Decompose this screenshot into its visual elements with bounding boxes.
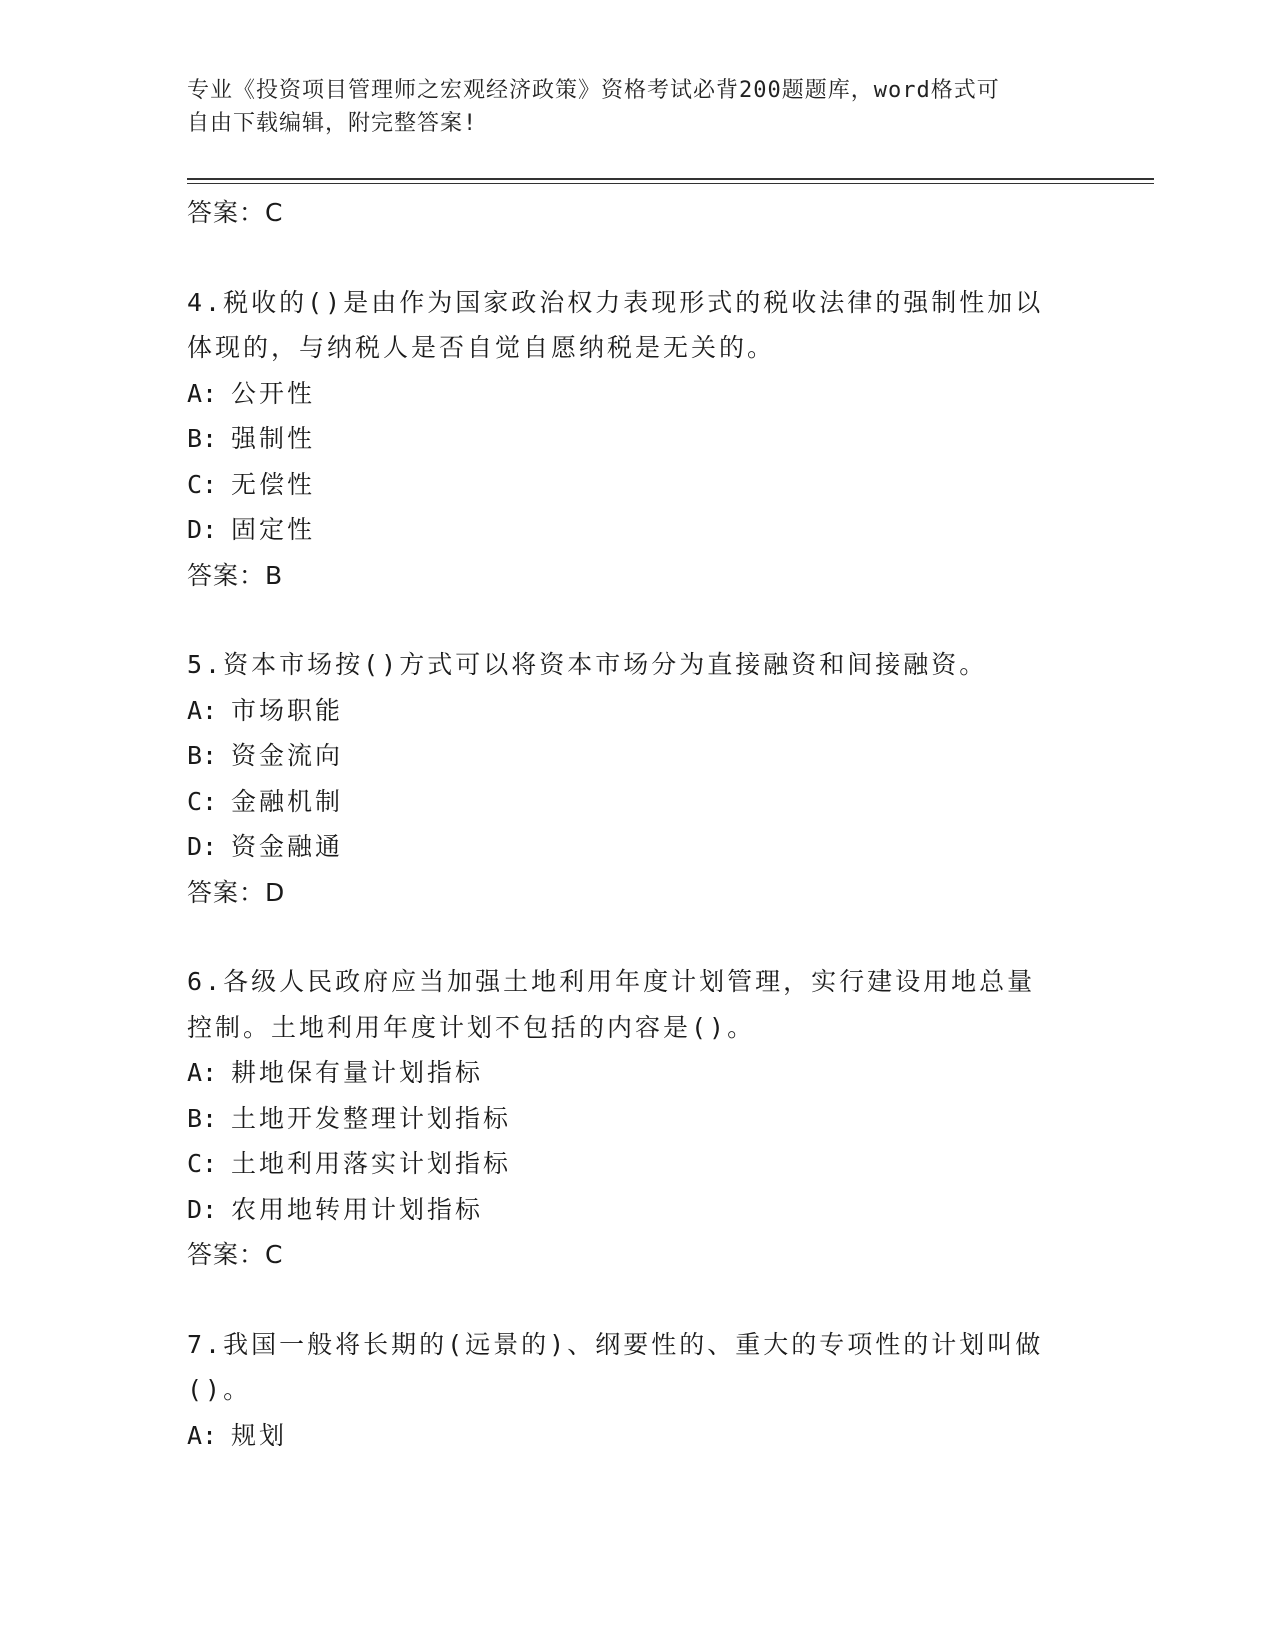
- option-letter: B:: [187, 741, 218, 770]
- option-text: 土地开发整理计划指标: [231, 1103, 512, 1133]
- option-item: [187, 779, 1067, 825]
- option-letter: A:: [187, 1420, 218, 1450]
- question-stem: 5.资本市场按()方式可以将资本市场分为直接融资和间接融资。: [187, 650, 988, 679]
- question-block: [187, 642, 1067, 915]
- question-stem: 控制。土地利用年度计划不包括的内容是()。: [187, 1012, 756, 1042]
- option-text: 无偿性: [231, 469, 316, 499]
- header-line-1: 专业《投资项目管理师之宏观经济政策》资格考试必背200题题库，word格式可: [187, 78, 1000, 103]
- option-text: 资金融通: [231, 832, 344, 861]
- option-item: [187, 824, 1067, 870]
- question-stem: 体现的，与纳税人是否自觉自愿纳税是无关的。: [187, 333, 776, 362]
- question-stem: 4.税收的()是由作为国家政治权力表现形式的税收法律的强制性加以: [187, 287, 1044, 317]
- option-letter: D:: [187, 515, 218, 544]
- option-text: 土地利用落实计划指标: [231, 1149, 512, 1178]
- option-letter: D:: [187, 1194, 218, 1224]
- question-stem: 7.我国一般将长期的(远景的)、纲要性的、重大的专项性的计划叫做: [187, 1329, 1044, 1359]
- option-letter: C:: [187, 786, 218, 816]
- option-text: 金融机制: [231, 786, 344, 816]
- option-item: [187, 507, 1067, 553]
- option-letter: A:: [187, 695, 218, 725]
- option-letter: B:: [187, 1103, 218, 1133]
- option-letter: A:: [187, 378, 218, 408]
- option-letter: C:: [187, 469, 218, 499]
- option-item: [187, 733, 1067, 779]
- option-text: 农用地转用计划指标: [231, 1194, 484, 1224]
- answer-line: 答案：C: [187, 1240, 284, 1269]
- question-block: [187, 959, 1067, 1278]
- option-letter: D:: [187, 832, 218, 861]
- option-item: [187, 1096, 1067, 1142]
- previous-answer: 答案：C: [187, 198, 284, 227]
- option-item: [187, 688, 1067, 734]
- option-text: 公开性: [231, 378, 316, 408]
- option-letter: B:: [187, 424, 218, 453]
- option-item: [187, 1141, 1067, 1187]
- option-text: 耕地保有量计划指标: [231, 1058, 484, 1087]
- header-line-2: 自由下载编辑，附完整答案!: [187, 111, 478, 136]
- question-block: [187, 280, 1067, 599]
- answer-line: 答案：D: [187, 877, 286, 907]
- option-letter: A:: [187, 1058, 218, 1087]
- header-divider: [187, 178, 1154, 180]
- option-text: 市场职能: [231, 695, 344, 725]
- option-text: 资金流向: [231, 741, 344, 770]
- option-item: [187, 462, 1067, 508]
- option-letter: C:: [187, 1149, 218, 1178]
- option-text: 强制性: [231, 424, 316, 453]
- question-block: [187, 1322, 1067, 1459]
- header-divider-thin: [187, 183, 1154, 184]
- option-item: [187, 371, 1067, 417]
- option-item: [187, 1413, 1067, 1459]
- option-item: [187, 416, 1067, 462]
- question-list: [187, 190, 1067, 1458]
- document-header: [187, 74, 1087, 140]
- option-item: [187, 1187, 1067, 1233]
- option-text: 固定性: [231, 515, 316, 544]
- question-stem: 6.各级人民政府应当加强土地利用年度计划管理，实行建设用地总量: [187, 967, 1036, 996]
- option-text: 规划: [231, 1420, 288, 1450]
- option-item: [187, 1050, 1067, 1096]
- answer-line: 答案：B: [187, 560, 284, 590]
- question-stem: ()。: [187, 1375, 252, 1404]
